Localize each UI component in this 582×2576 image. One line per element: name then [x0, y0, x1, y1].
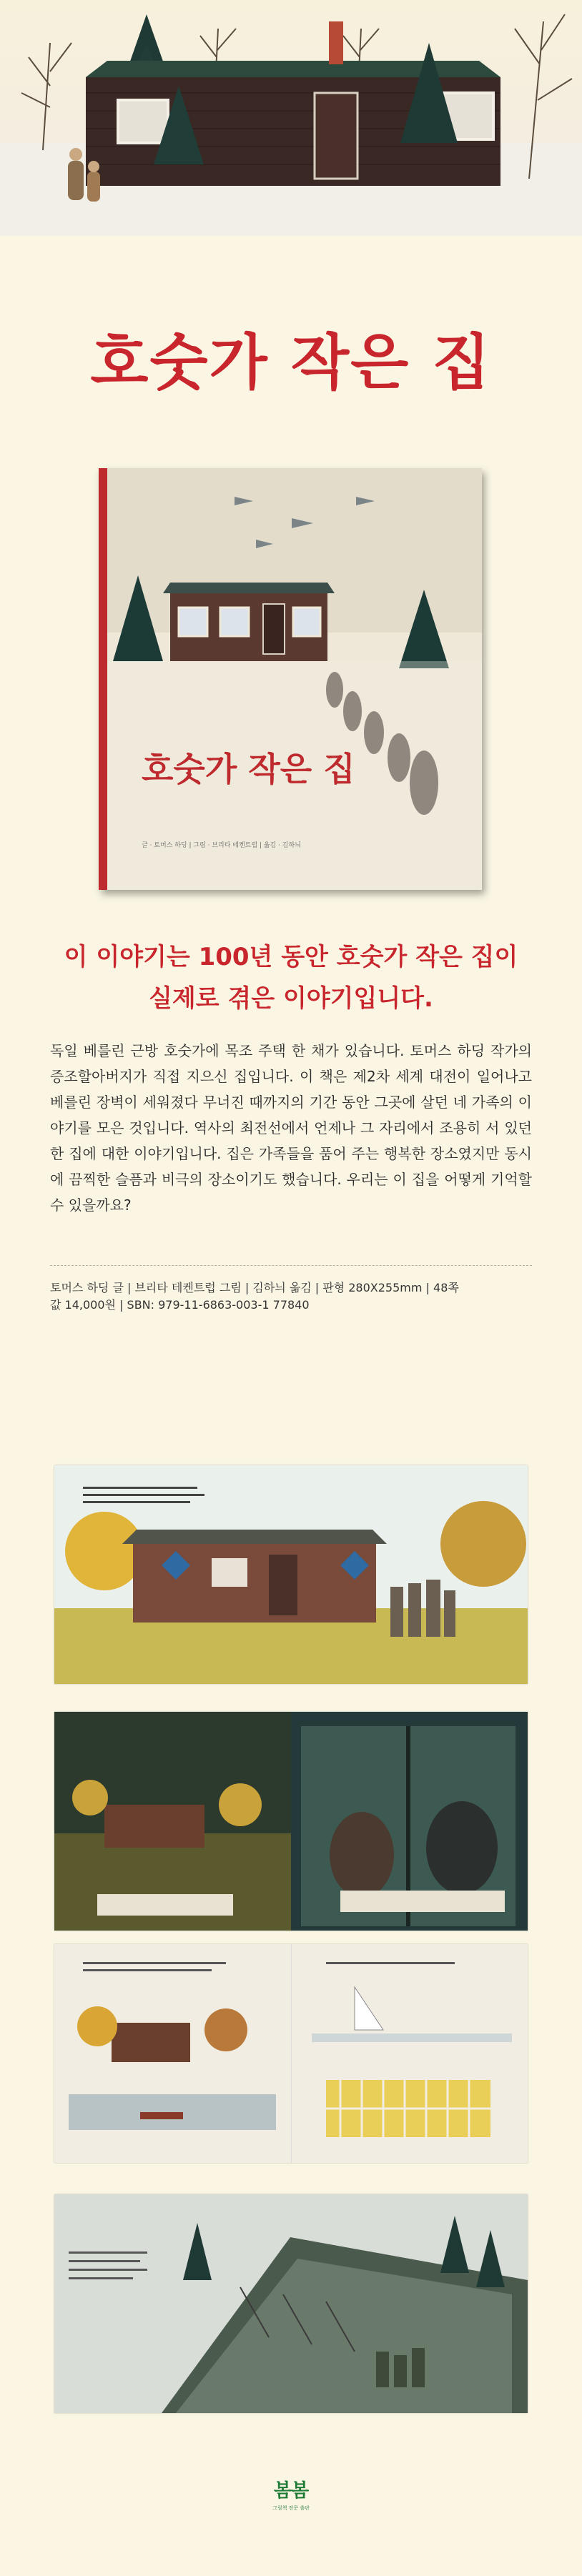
cover-title: 호숫가 작은 집 [142, 750, 355, 788]
publisher-logo-text: 봄봄 [273, 2480, 309, 2502]
book-title: 호숫가 작은 집 [90, 327, 492, 397]
publisher-logo [271, 2480, 311, 2512]
cover-spine [99, 468, 107, 890]
headline-line-1: 이 이야기는 100년 동안 호숫가 작은 집이 [64, 943, 518, 971]
metadata-credits: 토머스 하딩 글 | 브리타 테켄트럽 그림 | 김하늬 옮김 | 판형 280X255mm | 48쪽 [50, 1281, 459, 1294]
book-metadata [50, 1279, 532, 1314]
metadata-price-isbn: 값 14,000원 | SBN: 979-11-6863-003-1 77840 [50, 1298, 310, 1312]
spread-image-4 [54, 2194, 528, 2413]
spread-image-1 [54, 1465, 528, 1684]
publisher-logo-subtitle: 그림책 전문 출판 [272, 2505, 310, 2511]
book-cover [99, 468, 482, 890]
headline [0, 936, 582, 1019]
house-in-snow-illustration [0, 0, 582, 236]
cover-credits: 글 · 토머스 하딩 | 그림 · 브리타 테켄트럽 | 옮김 · 김하늬 [142, 842, 301, 849]
divider [50, 1265, 532, 1266]
cover-illustration [99, 468, 482, 890]
spread-image-3 [54, 1944, 528, 2163]
spread-image-2 [54, 1712, 528, 1931]
book-description: 독일 베를린 근방 호숫가에 목조 주택 한 채가 있습니다. 토머스 하딩 작가의 증조할아버지가 직접 지으신 집입니다. 이 책은 제2차 세계 대전이 일어나고 베를린 장벽이 세워졌다 무너진 때까지의 기간 동안 그곳에 살던 네 가족의 이야기를 모은 것입니다. 역사의 최전선에서 언제나 그 자리에서 조용히 서 있던 한 집에 대한 이야기입니다. 집은 가족들을 품어 주는 행복한 장소였지만 동시에 끔찍한 슬픔과 비극의 장소이기도 했습니다. 우리는 이 집을 어떻게 기억할 수 있을까요? [50, 1042, 532, 1214]
headline-line-2: 실제로 겪은 이야기입니다. [149, 984, 433, 1013]
hero-illustration [0, 0, 582, 236]
